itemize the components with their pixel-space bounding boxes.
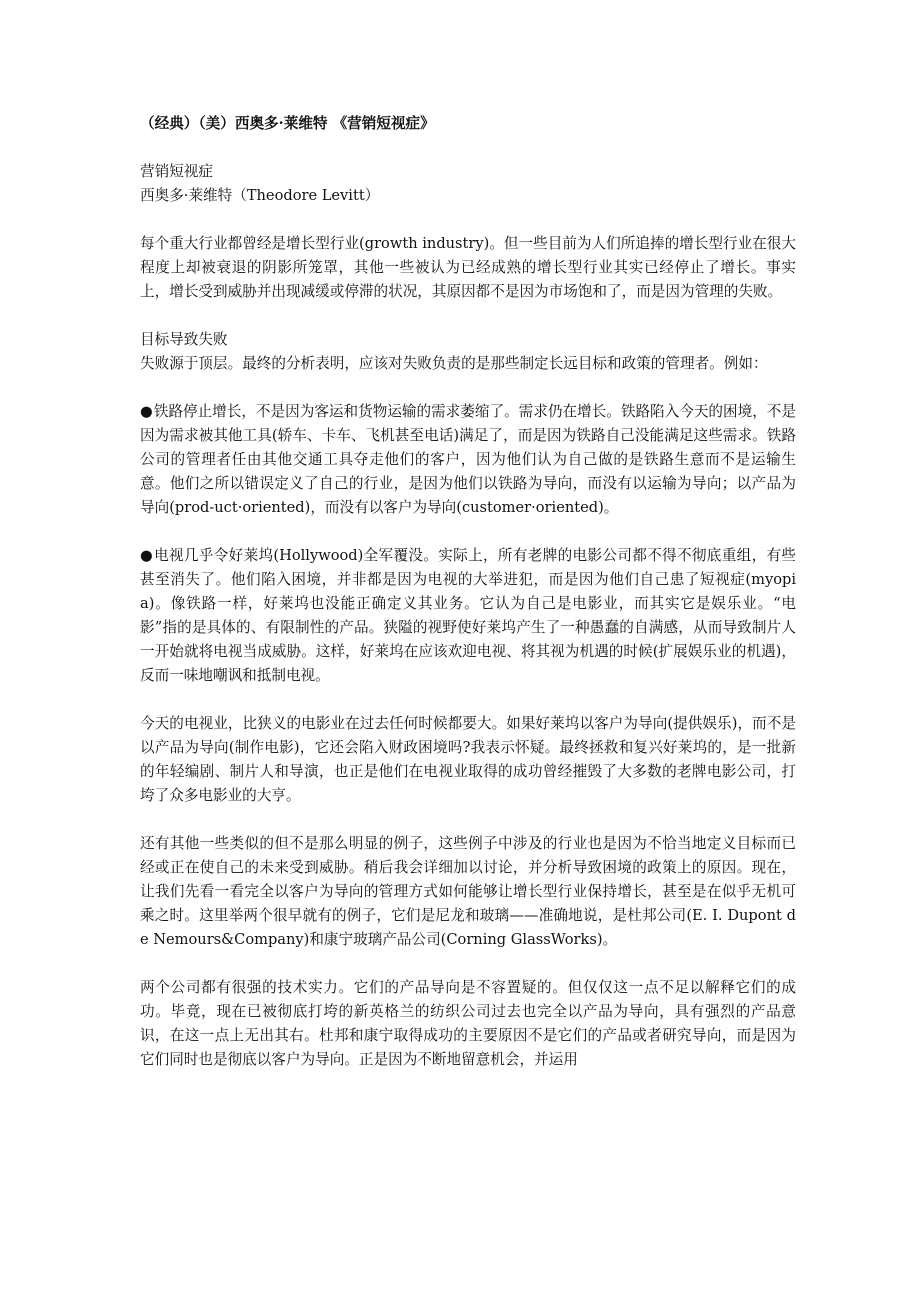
header-block <box>140 160 796 208</box>
document-body <box>140 112 796 1096</box>
section-lead-paragraph: 失败源于顶层。最终的分析表明，应该对失败负责的是那些制定长远目标和政策的管理者。例如： <box>140 355 768 372</box>
tv-industry-paragraph: 今天的电视业，比狭义的电影业在过去任何时候都要大。如果好莱坞以客户为导向(提供娱乐)，而不是以产品为导向(制作电影)，它还会陷入财政困境吗?我表示怀疑。最终拯救和复兴好莱坞的，是一批新的年轻编剧、制片人和导演，也正是他们在电视业取得的成功曾经摧毁了大多数的老牌电影公司，打垮了众多电影业的大亨。 <box>140 715 796 804</box>
bullet-text-railroad: 铁路停止增长，不是因为客运和货物运输的需求萎缩了。需求仍在增长。铁路陷入今天的困境，不是因为需求被其他工具(轿车、卡车、飞机甚至电话)满足了，而是因为铁路自己没能满足这些需求。铁路公司的管理者任由其他交通工具夺走他们的客户，因为他们认为自己做的是铁路生意而不是运输生意。他们之所以错误定义了自己的行业，是因为他们以铁路为导向，而没有以运输为导向；以产品为导向(prod-uct·oriented)，而没有以客户为导向(customer·oriented)。 <box>140 403 797 516</box>
bullet-icon: ● <box>140 547 154 564</box>
bullet-icon: ● <box>140 403 153 420</box>
document-subtitle: 营销短视症 <box>140 163 213 180</box>
bullet-paragraph-railroad <box>140 400 796 520</box>
examples-paragraph: 还有其他一些类似的但不是那么明显的例子，这些例子中涉及的行业也是因为不恰当地定义目标而已经或正在使自己的未来受到威胁。稍后我会详细加以讨论，并分析导致困境的政策上的原因。现在，让我们先看一看完全以客户为导向的管理方式如何能够让增长型行业保持增长，甚至是在似乎无机可乘之时。这里举两个很早就有的例子，它们是尼龙和玻璃——准确地说，是杜邦公司(E. I. Dupont de Nemours&Company)和康宁玻璃产品公司(Corning GlassWorks)。 <box>140 835 796 948</box>
section-heading: 目标导致失败 <box>140 331 228 348</box>
author-line: 西奥多·莱维特（Theodore Levitt） <box>140 187 380 204</box>
bullet-text-hollywood: 电视几乎令好莱坞(Hollywood)全军覆没。实际上，所有老牌的电影公司都不得不彻底重组，有些甚至消失了。他们陷入困境，并非都是因为电视的大举进犯，而是因为他们自己患了短视症(myopia)。像铁路一样，好莱坞也没能正确定义其业务。它认为自己是电影业，而其实它是娱乐业。“电影”指的是具体的、有限制性的产品。狭隘的视野使好莱坞产生了一种愚蠢的自满感，从而导致制片人一开始就将电视当成威胁。这样，好莱坞在应该欢迎电视、将其视为机遇的时候(扩展娱乐业的机遇)，反而一味地嘲讽和抵制电视。 <box>140 547 796 684</box>
intro-paragraph: 每个重大行业都曾经是增长型行业(growth industry)。但一些目前为人们所追捧的增长型行业在很大程度上却被衰退的阴影所笼罩，其他一些被认为已经成熟的增长型行业其实已经停止了增长。事实上，增长受到威胁并出现减缓或停滞的状况，其原因都不是因为市场饱和了，而是因为管理的失败。 <box>140 235 796 300</box>
section-block <box>140 328 796 376</box>
document-title: （经典）（美）西奥多·莱维特 《营销短视症》 <box>140 115 435 132</box>
bullet-paragraph-hollywood <box>140 544 796 688</box>
companies-paragraph: 两个公司都有很强的技术实力。它们的产品导向是不容置疑的。但仅仅这一点不足以解释它们的成功。毕竟，现在已被彻底打垮的新英格兰的纺织公司过去也完全以产品为导向，具有强烈的产品意识，在这一点上无出其右。杜邦和康宁取得成功的主要原因不是它们的产品或者研究导向，而是因为它们同时也是彻底以客户为导向。正是因为不断地留意机会，并运用 <box>140 979 796 1068</box>
